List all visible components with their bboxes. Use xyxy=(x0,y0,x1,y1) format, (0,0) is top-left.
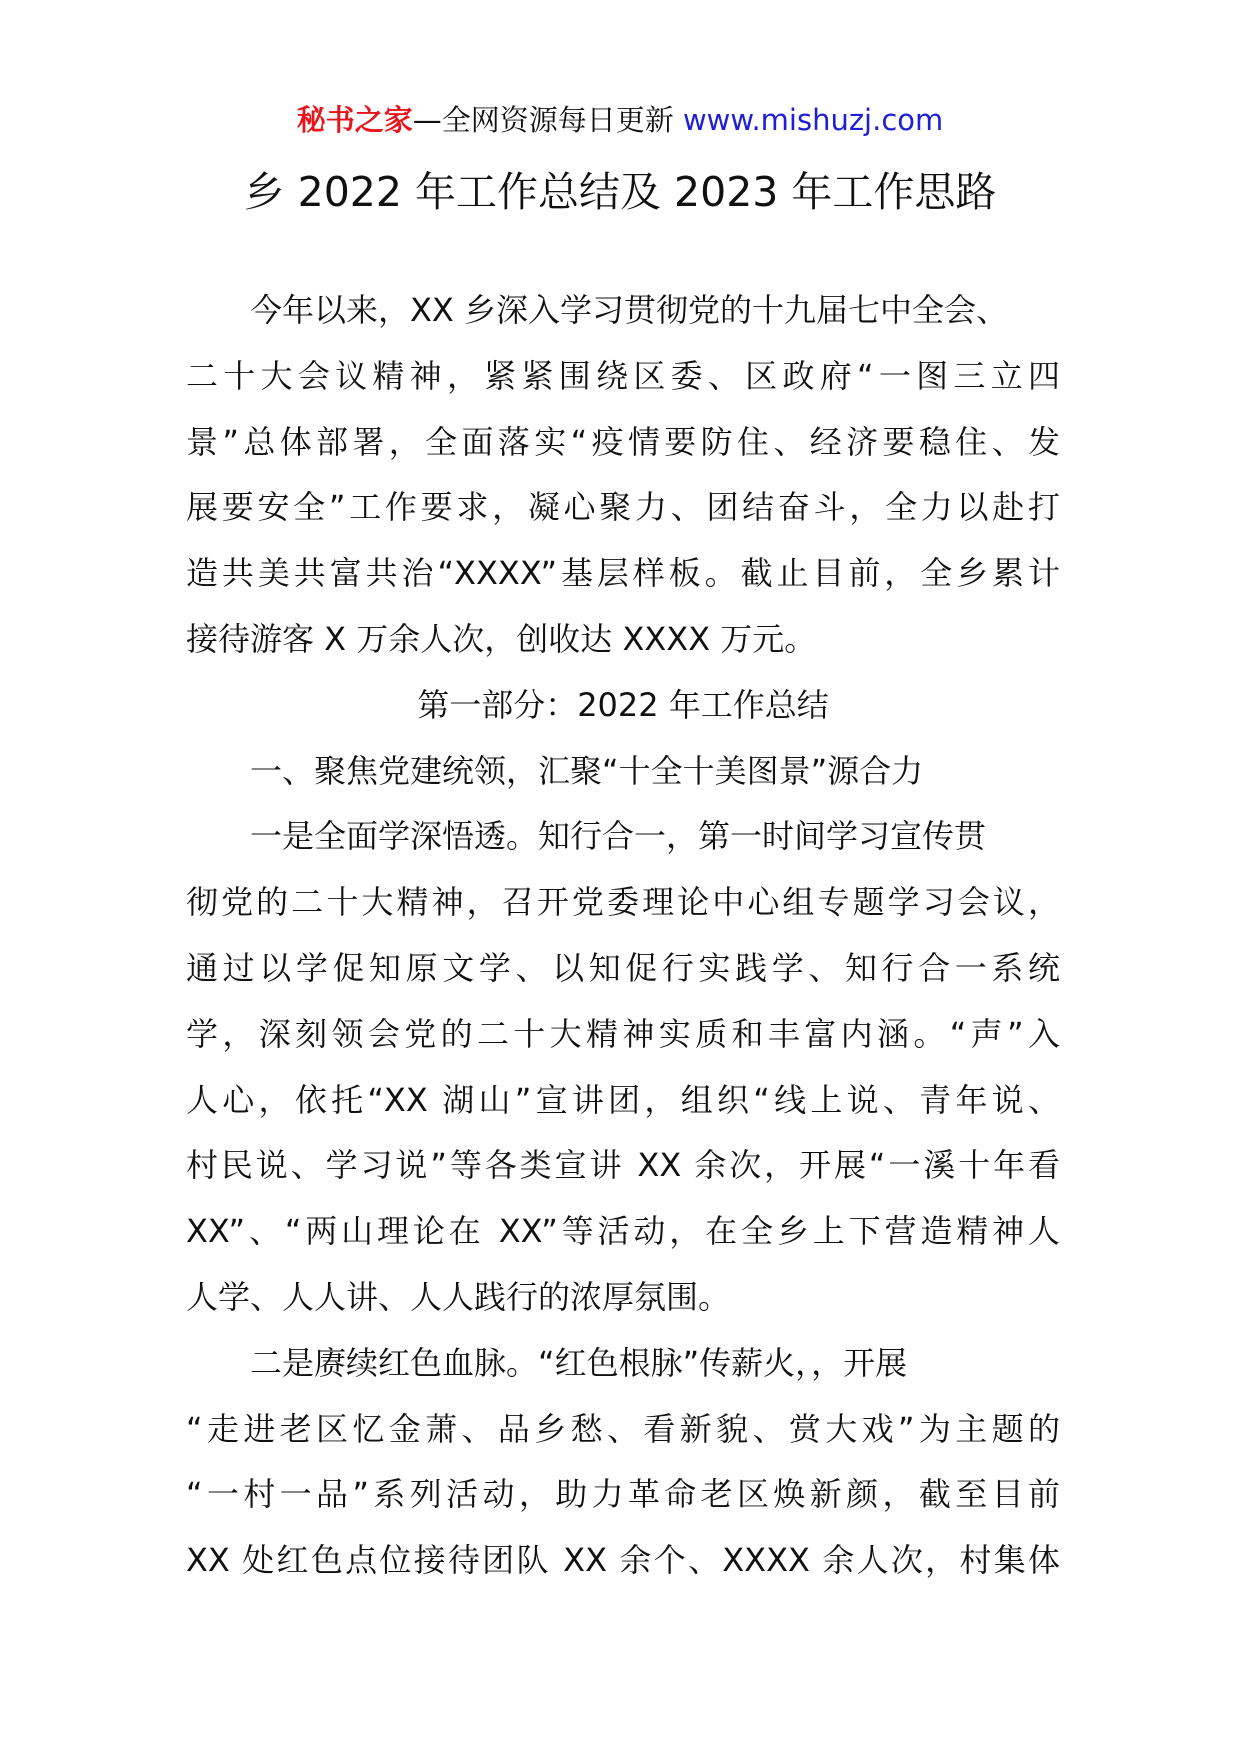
text-line: 二十大会议精神，紧紧围绕区委、区政府“一图三立四 xyxy=(186,356,1060,395)
text-line: 今年以来，XX 乡深入学习贯彻党的十九届七中全会、 xyxy=(250,291,1009,329)
text-line: “走进老区忆金萧、品乡愁、看新貌、赏大戏”为主题的 xyxy=(186,1409,1060,1448)
text-line: 彻党的二十大精神，召开党委理论中心组专题学习会议， xyxy=(186,883,1060,922)
text-line: “一村一品”系列活动，助力革命老区焕新颜，截至目前 xyxy=(186,1475,1060,1514)
subsection-heading: 一、聚焦党建统领，汇聚“十全十美图景”源合力 xyxy=(250,751,924,790)
text-line: XX”、“两山理论在 XX”等活动，在全乡上下营造精神人 xyxy=(186,1212,1060,1251)
section-heading: 第一部分：2022 年工作总结 xyxy=(417,685,829,724)
text-line: 通过以学促知原文学、以知促行实践学、知行合一系统 xyxy=(186,948,1060,987)
text-line: 学，深刻领会党的二十大精神实质和丰富内涵。“声”入 xyxy=(186,1014,1060,1053)
text-line: 接待游客 X 万余人次，创收达 XXXX 万元。 xyxy=(186,619,817,658)
text-line: 人学、人人讲、人人践行的浓厚氛围。 xyxy=(186,1277,731,1316)
document-body xyxy=(186,288,1060,1604)
site-header xyxy=(0,100,1240,140)
text-line: 景”总体部署，全面落实“疫情要防住、经济要稳住、发 xyxy=(186,422,1060,461)
text-line: 二是赓续红色血脉。“红色根脉”传薪火，，开展 xyxy=(250,1343,908,1382)
text-line: 人心，依托“XX 湖山”宣讲团，组织“线上说、青年说、 xyxy=(186,1080,1060,1119)
text-line: 一是全面学深悟透。知行合一，第一时间学习宣传贯 xyxy=(250,817,987,856)
document-title: 乡 2022 年工作总结及 2023 年工作思路 xyxy=(243,168,997,216)
site-brand: 秘书之家 xyxy=(296,103,413,137)
site-url-link[interactable]: www.mishuzj.com xyxy=(682,103,944,137)
site-tagline: —全网资源每日更新 xyxy=(412,103,674,137)
text-line: 展要安全”工作要求，凝心聚力、团结奋斗，全力以赴打 xyxy=(186,488,1060,527)
text-line: 村民说、学习说”等各类宣讲 XX 余次，开展“一溪十年看 xyxy=(186,1146,1060,1185)
text-line: 造共美共富共治“XXXX”基层样板。截止目前，全乡累计 xyxy=(186,554,1060,593)
text-line: XX 处红色点位接待团队 XX 余个、XXXX 余人次，村集体 xyxy=(186,1541,1060,1580)
